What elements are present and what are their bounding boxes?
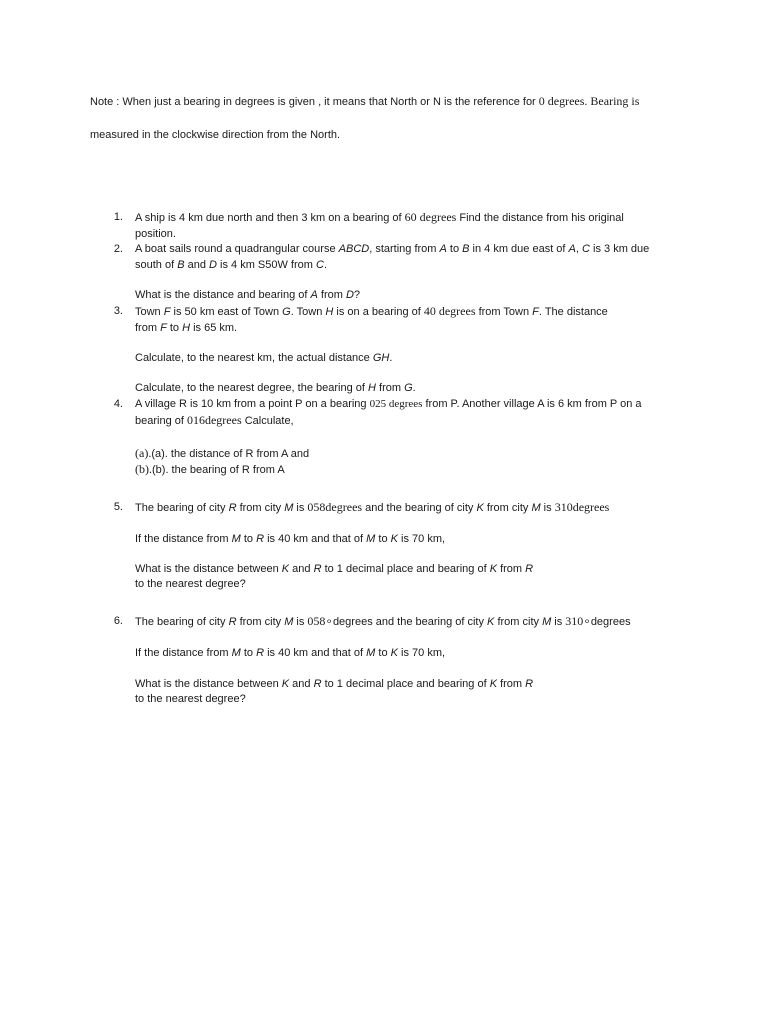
text: and bbox=[289, 563, 314, 575]
text: to 1 decimal place and bearing of bbox=[321, 678, 490, 690]
text: to bbox=[240, 647, 257, 659]
question-1-line-1 bbox=[135, 210, 624, 225]
text: is bbox=[540, 502, 555, 514]
text: Calculate, to the nearest km, the actual distance bbox=[135, 352, 373, 364]
var: A bbox=[310, 289, 318, 301]
text: to bbox=[446, 243, 463, 255]
var: R bbox=[228, 502, 237, 514]
text: Find the distance from his original bbox=[456, 212, 624, 224]
question-number: 6. bbox=[113, 615, 123, 627]
question-2-line-2 bbox=[135, 258, 327, 272]
text: is 3 km due bbox=[589, 243, 650, 255]
text: from bbox=[497, 678, 526, 690]
question-2-line-3 bbox=[135, 288, 360, 302]
text: and bbox=[289, 678, 314, 690]
var: F bbox=[163, 306, 171, 318]
text: to 1 decimal place and bearing of bbox=[321, 563, 490, 575]
text: from bbox=[317, 289, 346, 301]
question-4-part-a bbox=[135, 446, 309, 461]
var: K bbox=[489, 678, 498, 690]
question-number: 1. bbox=[113, 211, 123, 223]
text: If the distance from bbox=[135, 647, 232, 659]
text: to bbox=[240, 533, 257, 545]
text: in 4 km due east of bbox=[469, 243, 569, 255]
note-text: Note : When just a bearing in degrees is given , it means that North or N is the reference for bbox=[90, 96, 539, 108]
text: from city bbox=[483, 502, 532, 514]
question-5-line-3 bbox=[135, 562, 533, 576]
text: is 50 km east of Town bbox=[170, 306, 283, 318]
question-5-line-4: to the nearest degree? bbox=[135, 578, 246, 590]
var: H bbox=[325, 306, 334, 318]
math: 016degrees bbox=[186, 413, 242, 427]
text: south of bbox=[135, 259, 178, 271]
question-5-line-2 bbox=[135, 532, 445, 546]
text: . bbox=[389, 352, 393, 364]
math: (a). bbox=[135, 446, 152, 460]
math: 310∘ bbox=[565, 614, 591, 628]
text: A boat sails round a quadrangular course bbox=[135, 243, 339, 255]
text: Town bbox=[135, 306, 164, 318]
question-number: 2. bbox=[113, 243, 123, 255]
question-6-line-2 bbox=[135, 646, 445, 660]
text: is 4 km S50W from bbox=[216, 259, 316, 271]
text: What is the distance between bbox=[135, 678, 282, 690]
var: M bbox=[366, 533, 376, 545]
text: bearing of bbox=[135, 415, 187, 427]
question-number: 3. bbox=[113, 305, 123, 317]
var: C bbox=[582, 243, 590, 255]
text: The bearing of city bbox=[135, 502, 229, 514]
var: K bbox=[281, 563, 290, 575]
var: K bbox=[281, 678, 290, 690]
text: from bbox=[135, 322, 161, 334]
var: D bbox=[209, 259, 217, 271]
var: A bbox=[439, 243, 447, 255]
var: M bbox=[531, 502, 541, 514]
var: M bbox=[284, 502, 294, 514]
var: F bbox=[532, 306, 539, 318]
question-4-line-2 bbox=[135, 413, 294, 428]
text: What is the distance between bbox=[135, 563, 282, 575]
var: M bbox=[366, 647, 376, 659]
text: is 40 km and that of bbox=[264, 647, 367, 659]
text: The bearing of city bbox=[135, 616, 229, 628]
text: and the bearing of city bbox=[362, 502, 477, 514]
text: from city bbox=[236, 502, 285, 514]
text: Calculate, bbox=[241, 415, 294, 427]
text: from bbox=[497, 563, 526, 575]
question-6-line-1 bbox=[135, 614, 631, 629]
text: is 70 km, bbox=[397, 647, 446, 659]
math: 60 degrees bbox=[404, 210, 457, 224]
var: B bbox=[177, 259, 185, 271]
var: C bbox=[316, 259, 324, 271]
question-number: 4. bbox=[113, 398, 123, 410]
text: (b). the bearing of R from A bbox=[152, 464, 285, 476]
text: What is the distance and bearing of bbox=[135, 289, 311, 301]
math: 310degrees bbox=[554, 500, 610, 514]
question-3-line-4 bbox=[135, 381, 416, 395]
text: from city bbox=[494, 616, 543, 628]
text: . Town bbox=[290, 306, 326, 318]
var: ABCD bbox=[338, 243, 370, 255]
text: A village R is 10 km from a point P on a bearing bbox=[135, 398, 370, 410]
math: (b). bbox=[135, 462, 152, 476]
text: . bbox=[412, 382, 416, 394]
question-3-line-2 bbox=[135, 321, 237, 335]
var: K bbox=[390, 647, 398, 659]
math: 025 degrees bbox=[369, 398, 423, 410]
text: and bbox=[184, 259, 210, 271]
var: K bbox=[489, 563, 498, 575]
text: to bbox=[375, 533, 391, 545]
text: , starting from bbox=[369, 243, 440, 255]
var: B bbox=[462, 243, 470, 255]
math: 40 degrees bbox=[423, 304, 476, 318]
text: . bbox=[323, 259, 328, 271]
var: F bbox=[160, 322, 167, 334]
text: degrees bbox=[590, 616, 631, 628]
var: R bbox=[525, 563, 534, 575]
text: to bbox=[166, 322, 183, 334]
text: If the distance from bbox=[135, 533, 232, 545]
text: (a). the distance of R from A and bbox=[151, 448, 310, 460]
text: is bbox=[293, 616, 308, 628]
var: M bbox=[542, 616, 552, 628]
text: . The distance bbox=[538, 306, 608, 318]
text: , bbox=[575, 243, 583, 255]
question-5-line-1 bbox=[135, 500, 609, 515]
question-1-line-2: position. bbox=[135, 228, 176, 240]
var: R bbox=[256, 533, 265, 545]
math: 058∘ bbox=[307, 614, 333, 628]
text: is bbox=[293, 502, 308, 514]
text: is on a bearing of bbox=[333, 306, 424, 318]
var: R bbox=[313, 563, 322, 575]
question-4-line-1 bbox=[135, 397, 642, 411]
question-4-part-b bbox=[135, 462, 285, 477]
text: from P. Another village A is 6 km from P on a bbox=[422, 398, 642, 410]
var: A bbox=[568, 243, 576, 255]
var: H bbox=[182, 322, 191, 334]
note-line-1 bbox=[90, 94, 639, 109]
var: G bbox=[404, 382, 413, 394]
var: G bbox=[282, 306, 291, 318]
var: R bbox=[313, 678, 322, 690]
text: A ship is 4 km due north and then 3 km on a bearing of bbox=[135, 212, 405, 224]
text: is 40 km and that of bbox=[264, 533, 367, 545]
text: is 70 km, bbox=[397, 533, 446, 545]
note-math: 0 degrees. Bearing is bbox=[538, 94, 640, 108]
var: R bbox=[256, 647, 265, 659]
question-6-line-3 bbox=[135, 677, 533, 691]
question-3-line-3 bbox=[135, 351, 392, 365]
math: 058degrees bbox=[307, 500, 363, 514]
var: H bbox=[368, 382, 376, 394]
var: R bbox=[228, 616, 237, 628]
var: D bbox=[345, 289, 354, 301]
text: degrees and the bearing of city bbox=[332, 616, 488, 628]
text: Calculate, to the nearest degree, the bearing of bbox=[135, 382, 368, 394]
var: K bbox=[390, 533, 398, 545]
text: from city bbox=[236, 616, 285, 628]
question-2-line-1 bbox=[135, 242, 649, 256]
text: from bbox=[375, 382, 405, 394]
var: M bbox=[231, 647, 241, 659]
note-line-2: measured in the clockwise direction from the North. bbox=[90, 129, 341, 141]
var: M bbox=[284, 616, 294, 628]
var: K bbox=[476, 502, 484, 514]
question-3-line-1 bbox=[135, 304, 608, 319]
text: from Town bbox=[475, 306, 533, 318]
text: is bbox=[551, 616, 566, 628]
text: to bbox=[375, 647, 391, 659]
text: ? bbox=[353, 289, 361, 301]
var: R bbox=[525, 678, 534, 690]
var: GH bbox=[372, 352, 390, 364]
question-number: 5. bbox=[113, 501, 123, 513]
var: K bbox=[487, 616, 495, 628]
var: M bbox=[231, 533, 241, 545]
question-6-line-4: to the nearest degree? bbox=[135, 693, 246, 705]
text: is 65 km. bbox=[190, 322, 238, 334]
